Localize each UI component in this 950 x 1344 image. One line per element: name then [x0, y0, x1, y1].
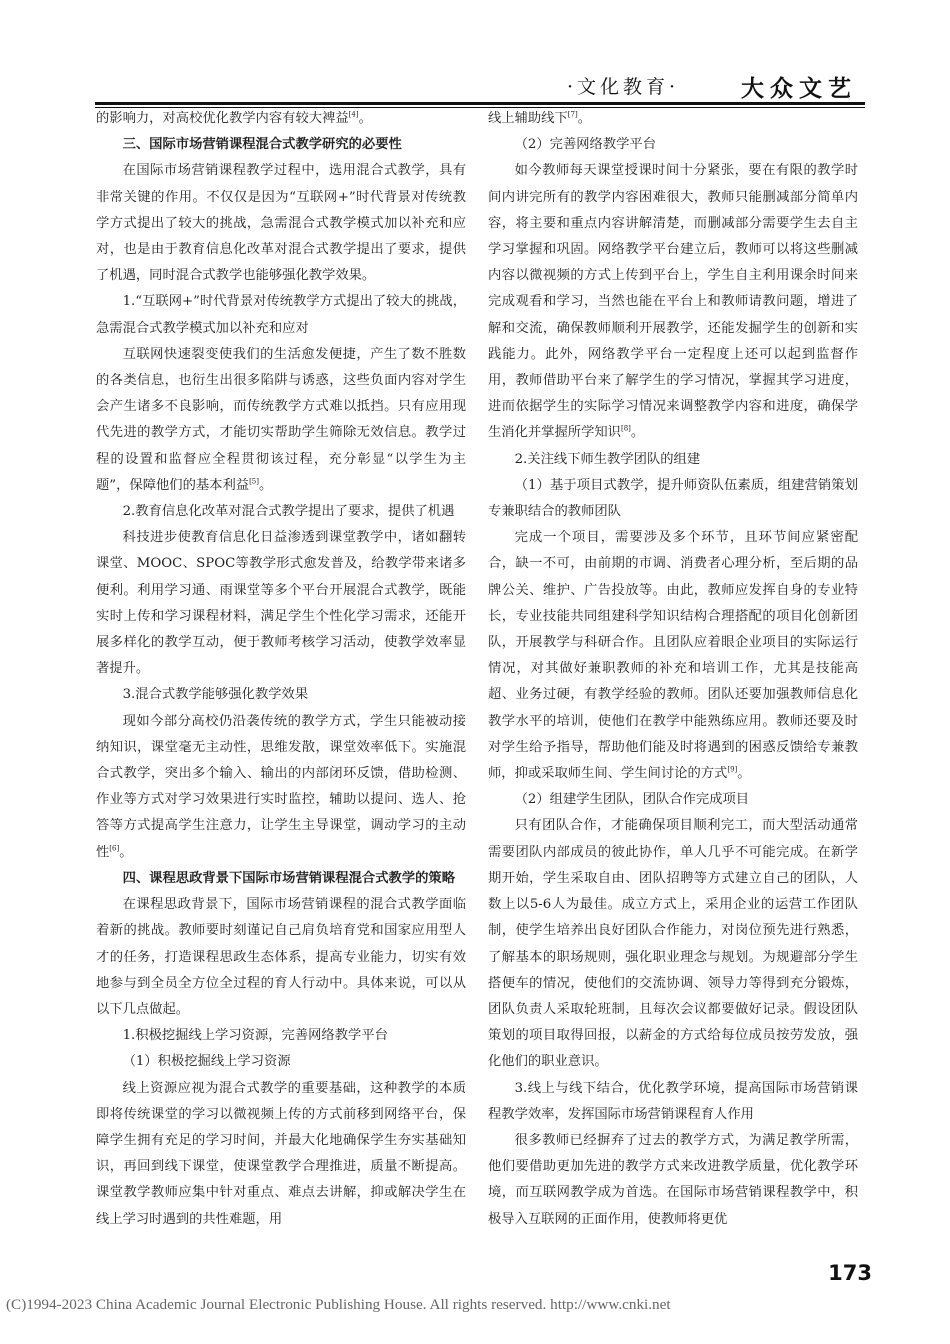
subsection-heading — [488, 1076, 858, 1128]
paragraph-text: 2.关注线下师生教学团队的组建 — [514, 451, 701, 467]
paragraph-text: （2）组建学生团队，团队合作完成项目 — [514, 792, 750, 808]
paragraph-text: （1）积极挖掘线上学习资源 — [122, 1054, 291, 1070]
citation-ref: [5] — [249, 477, 259, 486]
section-label: ·文化教育· — [567, 76, 680, 98]
running-header — [95, 70, 865, 100]
paragraph-tail: 。 — [577, 111, 591, 126]
paragraph-text: 线上辅助线下 — [488, 111, 568, 126]
paragraph-text: 在课程思政背景下，国际市场营销课程的混合式教学面临着新的挑战。教师要时刻谨记自己肩负培育党和国家应用型人才的任务，打造课程思政生态体系，提高专业能力，切实有效地参与到全员全方位全过程的育人行动中。具体来说，可以从以下几点做起。 — [96, 897, 466, 1017]
body-paragraph — [488, 813, 858, 1075]
paragraph-text: 四、课程思政背景下国际市场营销课程混合式教学的策略 — [122, 870, 456, 886]
paragraph-text: 科技进步使教育信息化日益渗透到课堂教学中，诸如翻转课堂、MOOC、SPOC等教学形式愈发普及，给教学带来诸多便利。利用学习通、雨课堂等多个平台开展混合式教学，既能实时上传和学习课程材料，满足学生个性化学习需求，还能开展多样化的教学互动，便于教师考核学习活动，使教学效率显著提升。 — [96, 530, 466, 677]
right-column — [488, 106, 858, 1233]
subsection-heading — [96, 1049, 466, 1075]
paragraph-tail: 。 — [737, 766, 751, 782]
paragraph-text: 1.“互联网+”时代背景对传统教学方式提出了较大的挑战，急需混合式教学模式加以补充和应对 — [96, 294, 466, 336]
left-column — [96, 106, 466, 1233]
paragraph-text: 互联网快速裂变使我们的生活愈发便捷，产生了数不胜数的各类信息，也衍生出很多陷阱与诱惑，这些负面内容对学生会产生诸多不良影响，而传统教学方式难以抵挡。只有应用现代先进的教学方式，才能切实帮助学生筛除无效信息。教学过程的设置和监督应全程贯彻该过程，充分彰显“以学生为主题”，保障他们的基本利益 — [96, 346, 466, 493]
body-paragraph — [488, 158, 858, 446]
paragraph-text: （2）完善网络教学平台 — [514, 137, 657, 153]
body-paragraph — [96, 892, 466, 1023]
paragraph-text: 现如今部分高校仍沿袭传统的教学方式，学生只能被动接纳知识，课堂毫无主动性，思维发散，课堂效率低下。实施混合式教学，突出多个输入、输出的内部闭环反馈，借助检测、作业等方式对学习效果进行实时监控，辅助以提问、选人、抢答等方式提高学生注意力，让学生主导课堂，调动学习的主动性 — [96, 713, 466, 860]
citation-ref: [4] — [348, 110, 359, 119]
paragraph-text: 如今教师每天课堂授课时间十分紧张，要在有限的教学时间内讲完所有的教学内容困难很大，教师只能删减部分简单内容，将主要和重点内容讲解清楚，而删减部分需要学生去自主学习掌握和巩固。网络教学平台建立后，教师可以将这些删减内容以微视频的方式上传到平台上，学生自主利用课余时间来完成观看和学习，当然也能在平台上和教师请教问题，增进了解和交流，确保教师顺利开展教学，还能发掘学生的创新和实践能力。此外，网络教学平台一定程度上还可以起到监督作用，教师借助平台来了解学生的学习情况，掌握其学习进度，进而依据学生的实际学习情况来调整教学内容和进度，确保学生消化并掌握所学知识 — [488, 163, 858, 441]
paragraph-text: 线上资源应视为混合式教学的重要基础，这种教学的本质即将传统课堂的学习以微视频上传的方式前移到网络平台，保障学生拥有充足的学习时间，并最大化地确保学生夯实基础知识，再回到线下课堂，使课堂教学合理推进，质量不断提高。课堂教学教师应集中针对重点、难点去讲解，抑或解决学生在线上学习时遇到的共性难题，用 — [96, 1080, 466, 1227]
paragraph-text: 完成一个项目，需要涉及多个环节，且环节间应紧密配合，缺一不可，由前期的市调、消费者心理分析，至后期的品牌公关、维护、广告投放等。由此，教师应发挥自身的专业特长，专业技能共同组建科学知识结构合理搭配的项目化创新团队，开展教学与科研合作。且团队应着眼企业项目的实际运行情况，对其做好兼职教师的补充和培训工作，尤其是技能高超、业务过硬，有教学经验的教师。团队还要加强教师信息化教学水平的培训，使他们在教学中能熟练应用。教师还要及时对学生给予指导，帮助他们能及时将遇到的困惑反馈给专兼教师，抑或采取师生间、学生间讨论的方式 — [488, 530, 858, 782]
page-number: 173 — [828, 1261, 872, 1285]
body-paragraph — [96, 342, 466, 499]
citation-ref: [8] — [620, 425, 631, 434]
body-paragraph — [96, 525, 466, 682]
paragraph-text: 2.教育信息化改革对混合式教学提出了要求，提供了机遇 — [122, 504, 455, 520]
paragraph-text: 三、国际市场营销课程混合式教学研究的必要性 — [122, 137, 402, 153]
paragraph-text: 3.混合式教学能够强化教学效果 — [122, 687, 309, 703]
paragraph-text: 3.线上与线下结合，优化教学环境，提高国际市场营销课程教学效率，发挥国际市场营销课程育人作用 — [488, 1080, 858, 1122]
subsection-heading — [488, 447, 858, 473]
paragraph-text: 在国际市场营销课程教学过程中，选用混合式教学，具有非常关键的作用。不仅仅是因为“互联网+”时代背景对传统教学方式提出了较大的挑战，急需混合式教学模式加以补充和应对，也是由于教育信息化改革对混合式教学提出了要求，提供了机遇，同时混合式教学也能够强化教学效果。 — [96, 163, 466, 284]
body-paragraph — [96, 158, 466, 289]
paragraph-text: 的影响力，对高校优化教学内容有较大裨益 — [96, 111, 349, 126]
body-paragraph — [488, 1128, 858, 1233]
header-rule — [95, 102, 865, 105]
subsection-heading — [488, 473, 858, 525]
section-heading — [96, 132, 466, 158]
citation-ref: [7] — [567, 110, 578, 119]
paragraph-text: 很多教师已经摒弃了过去的教学方式，为满足教学所需，他们要借助更加先进的教学方式来改进教学质量，优化教学环境，而互联网教学成为首选。在国际市场营销课程教学中，积极导入互联网的正面作用，使教师将更优 — [488, 1132, 858, 1227]
continued-paragraph — [96, 106, 466, 132]
citation-ref: [9] — [727, 765, 738, 774]
copyright-footer: (C)1994-2023 China Academic Journal Electronic Publishing House. All rights reserved. http://www.cnki.net — [6, 1296, 671, 1313]
paragraph-tail: 。 — [630, 425, 645, 441]
paragraph-text: 只有团队合作，才能确保项目顺利完工，而大型活动通常需要团队内部成员的彼此协作，单人几乎不可能完成。在新学期开始，学生采取自由、团队招聘等方式建立自己的团队，人数上以5-6人为最佳。成立方式上，采用企业的运营工作团队制，使学生培养出良好团队合作能力，对岗位预先进行熟悉，了解基本的职场规则，强化职业理念与规划。为规避部分学生搭便车的情况，使他们的交流协调、领导力等得到充分锻炼，团队负责人采取轮班制，且每次会议都要做好记录。假设团队策划的项目取得回报，以薪金的方式给每位成员按劳发放，强化他们的职业意识。 — [488, 818, 858, 1070]
subsection-heading — [96, 682, 466, 708]
continued-paragraph — [488, 106, 858, 132]
subsection-heading — [96, 1023, 466, 1049]
journal-title: 大众文艺 — [741, 75, 857, 102]
subsection-heading — [488, 132, 858, 158]
subsection-heading — [96, 499, 466, 525]
body-paragraph — [488, 525, 858, 787]
subsection-heading — [488, 787, 858, 813]
subsection-heading — [96, 289, 466, 341]
body-paragraph — [96, 709, 466, 866]
section-heading — [96, 866, 466, 892]
paragraph-text: 1.积极挖掘线上学习资源，完善网络教学平台 — [122, 1028, 388, 1044]
citation-ref: [6] — [109, 844, 120, 853]
paragraph-tail: 。 — [358, 111, 372, 126]
body-paragraph — [96, 1076, 466, 1233]
paragraph-text: （1）基于项目式教学，提升师资队伍素质，组建营销策划专兼职结合的教师团队 — [488, 477, 858, 520]
paragraph-tail: 。 — [119, 844, 133, 860]
paragraph-tail: 。 — [259, 477, 273, 493]
